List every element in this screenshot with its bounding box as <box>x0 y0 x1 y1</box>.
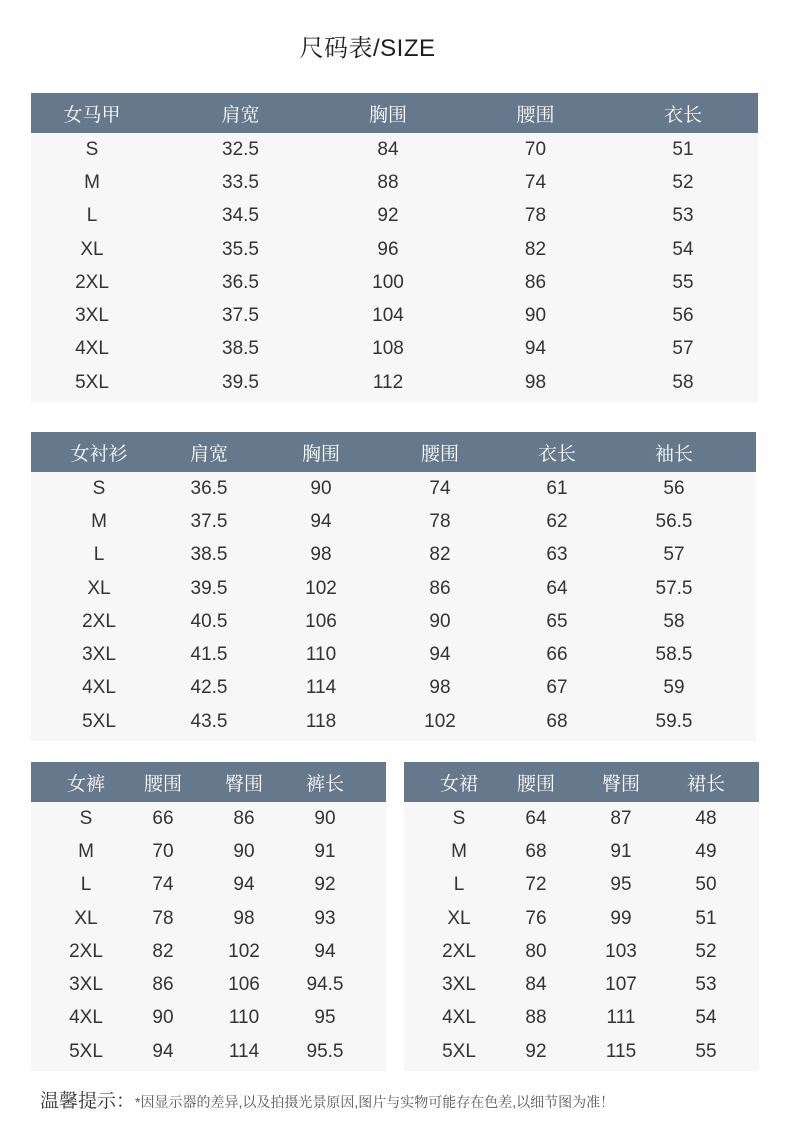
column-header: 肩宽 <box>189 443 228 465</box>
table-row <box>31 166 758 199</box>
measurement-cell: 98 <box>310 544 332 566</box>
measurement-cell: 90 <box>429 610 451 632</box>
page-title: 尺码表/SIZE <box>299 35 436 62</box>
measurement-cell: 50 <box>695 874 717 896</box>
column-header: 胸围 <box>301 443 340 465</box>
measurement-cell: 90 <box>233 840 255 862</box>
table-row <box>404 869 759 902</box>
measurement-cell: 94 <box>152 1040 174 1062</box>
table-header-row <box>31 432 756 472</box>
measurement-cell: 70 <box>152 840 174 862</box>
shirt-size-table <box>31 432 756 741</box>
measurement-cell: 40.5 <box>190 610 228 632</box>
column-header: 腰围 <box>516 773 555 795</box>
measurement-cell: 63 <box>546 544 568 566</box>
measurement-cell: 102 <box>305 577 337 599</box>
measurement-cell: 42.5 <box>190 677 228 699</box>
measurement-cell: 99 <box>610 907 632 929</box>
measurement-cell: 59 <box>663 677 685 699</box>
measurement-cell: 104 <box>372 305 404 327</box>
column-header: 肩宽 <box>221 104 260 126</box>
size-label: 5XL <box>442 1040 476 1062</box>
measurement-cell: 94 <box>314 940 336 962</box>
measurement-cell: 36.5 <box>222 271 259 293</box>
size-label: S <box>85 138 99 160</box>
measurement-cell: 53 <box>672 205 694 227</box>
measurement-cell: 54 <box>695 1007 717 1029</box>
size-label: 3XL <box>442 974 476 996</box>
table-row <box>31 539 756 572</box>
size-label: 5XL <box>75 371 109 393</box>
measurement-cell: 90 <box>152 1007 174 1029</box>
size-label: XL <box>80 238 104 260</box>
measurement-cell: 106 <box>305 610 337 632</box>
table-row <box>31 133 758 166</box>
measurement-cell: 98 <box>524 371 547 393</box>
measurement-cell: 94 <box>524 338 547 360</box>
measurement-cell: 114 <box>305 677 337 699</box>
measurement-cell: 80 <box>525 940 547 962</box>
measurement-cell: 39.5 <box>222 371 259 393</box>
size-label: S <box>79 807 93 829</box>
measurement-cell: 38.5 <box>222 338 259 360</box>
measurement-cell: 88 <box>525 1007 547 1029</box>
measurement-cell: 115 <box>605 1040 637 1062</box>
skirt-size-table <box>404 762 759 1071</box>
measurement-cell: 98 <box>429 677 451 699</box>
measurement-cell: 90 <box>314 807 336 829</box>
column-header: 女裤 <box>66 773 105 795</box>
measurement-cell: 92 <box>525 1040 547 1062</box>
size-label: L <box>453 874 465 896</box>
measurement-cell: 103 <box>605 940 637 962</box>
table-row <box>31 802 386 835</box>
measurement-cell: 70 <box>524 138 547 160</box>
table-row <box>31 505 756 538</box>
measurement-cell: 35.5 <box>222 238 259 260</box>
measurement-cell: 107 <box>605 974 637 996</box>
table-header-row <box>404 762 759 802</box>
table-row <box>404 835 759 868</box>
measurement-cell: 94.5 <box>306 974 344 996</box>
table-header-row <box>31 93 758 133</box>
measurement-cell: 56 <box>672 305 694 327</box>
column-header: 腰围 <box>420 443 459 465</box>
column-header: 腰围 <box>143 773 182 795</box>
table-row <box>31 935 386 968</box>
measurement-cell: 61 <box>546 477 568 499</box>
table-row <box>31 605 756 638</box>
measurement-cell: 95 <box>610 874 632 896</box>
table-row <box>404 802 759 835</box>
measurement-cell: 65 <box>546 610 568 632</box>
size-label: 3XL <box>82 644 116 666</box>
column-header: 臀围 <box>224 773 263 795</box>
measurement-cell: 57 <box>663 544 685 566</box>
column-header: 袖长 <box>654 443 693 465</box>
measurement-cell: 91 <box>314 840 336 862</box>
size-label: 4XL <box>442 1007 476 1029</box>
measurement-cell: 41.5 <box>190 644 228 666</box>
size-label: L <box>86 205 98 227</box>
column-header: 女衬衫 <box>70 443 128 465</box>
size-label: L <box>80 874 92 896</box>
measurement-cell: 34.5 <box>222 205 259 227</box>
measurement-cell: 84 <box>525 974 547 996</box>
column-header: 女马甲 <box>63 104 121 126</box>
measurement-cell: 86 <box>152 974 174 996</box>
measurement-cell: 118 <box>305 710 337 732</box>
table-row <box>31 705 756 738</box>
measurement-cell: 111 <box>606 1007 636 1029</box>
pants-size-table <box>31 762 386 1071</box>
measurement-cell: 39.5 <box>190 577 228 599</box>
measurement-cell: 54 <box>672 238 694 260</box>
measurement-cell: 84 <box>377 138 399 160</box>
column-header: 衣长 <box>663 104 702 126</box>
table-row <box>31 968 386 1001</box>
measurement-cell: 58 <box>672 371 694 393</box>
measurement-cell: 94 <box>233 874 255 896</box>
measurement-cell: 78 <box>429 510 451 532</box>
table-header-row <box>31 762 386 802</box>
measurement-cell: 57 <box>672 338 694 360</box>
measurement-cell: 48 <box>695 807 717 829</box>
size-label: M <box>78 840 94 862</box>
measurement-cell: 110 <box>228 1007 260 1029</box>
measurement-cell: 55 <box>695 1040 717 1062</box>
measurement-cell: 49 <box>695 840 717 862</box>
column-header: 裙长 <box>686 773 725 795</box>
size-label: M <box>91 510 107 532</box>
table-row <box>404 935 759 968</box>
measurement-cell: 52 <box>672 171 694 193</box>
measurement-cell: 95.5 <box>306 1040 344 1062</box>
table-row <box>404 902 759 935</box>
table-row <box>31 472 756 505</box>
size-label: S <box>452 807 466 829</box>
measurement-cell: 52 <box>695 940 717 962</box>
measurement-cell: 68 <box>525 840 547 862</box>
measurement-cell: 93 <box>314 907 336 929</box>
table-row <box>31 1002 386 1035</box>
vest-size-table <box>31 93 758 402</box>
measurement-cell: 58 <box>663 610 685 632</box>
measurement-cell: 86 <box>524 271 547 293</box>
column-header: 女裙 <box>439 773 478 795</box>
column-header: 胸围 <box>368 104 407 126</box>
column-header: 衣长 <box>537 443 576 465</box>
measurement-cell: 32.5 <box>222 138 259 160</box>
measurement-cell: 76 <box>525 907 547 929</box>
column-header: 裤长 <box>305 773 344 795</box>
measurement-cell: 51 <box>695 907 717 929</box>
size-label: 2XL <box>442 940 476 962</box>
size-label: S <box>92 477 106 499</box>
measurement-cell: 74 <box>152 874 174 896</box>
measurement-cell: 36.5 <box>190 477 228 499</box>
size-label: XL <box>87 577 111 599</box>
table-row <box>31 869 386 902</box>
measurement-cell: 87 <box>610 807 632 829</box>
measurement-cell: 94 <box>310 510 332 532</box>
table-row <box>31 1035 386 1068</box>
measurement-cell: 37.5 <box>222 305 259 327</box>
measurement-cell: 86 <box>233 807 255 829</box>
size-label: 4XL <box>82 677 116 699</box>
tip-label: 温馨提示： <box>40 1091 136 1112</box>
measurement-cell: 110 <box>305 644 337 666</box>
size-label: 4XL <box>75 338 109 360</box>
table-row <box>31 638 756 671</box>
measurement-cell: 72 <box>525 874 547 896</box>
table-row <box>31 902 386 935</box>
measurement-cell: 56.5 <box>655 510 693 532</box>
size-label: 5XL <box>82 710 116 732</box>
size-label: 5XL <box>69 1040 103 1062</box>
measurement-cell: 95 <box>314 1007 336 1029</box>
column-header: 腰围 <box>516 104 555 126</box>
measurement-cell: 64 <box>546 577 568 599</box>
measurement-cell: 102 <box>424 710 456 732</box>
measurement-cell: 55 <box>672 271 694 293</box>
table-row <box>31 266 758 299</box>
tip-text: *因显示器的差异,以及拍摄光景原因,图片与实物可能存在色差,以细节图为准！ <box>135 1094 615 1110</box>
table-row <box>31 672 756 705</box>
measurement-cell: 92 <box>314 874 336 896</box>
table-row <box>404 1035 759 1068</box>
size-label: 2XL <box>75 271 109 293</box>
table-row <box>404 968 759 1001</box>
column-header: 臀围 <box>601 773 640 795</box>
measurement-cell: 114 <box>228 1040 260 1062</box>
measurement-cell: 108 <box>372 338 404 360</box>
measurement-cell: 90 <box>310 477 332 499</box>
table-row <box>404 1002 759 1035</box>
size-label: XL <box>447 907 471 929</box>
measurement-cell: 74 <box>524 171 547 193</box>
table-row <box>31 299 758 332</box>
measurement-cell: 78 <box>152 907 174 929</box>
measurement-cell: 56 <box>663 477 685 499</box>
measurement-cell: 82 <box>429 544 451 566</box>
table-row <box>31 200 758 233</box>
measurement-cell: 102 <box>228 940 260 962</box>
table-row <box>31 233 758 266</box>
tip-note <box>40 1086 614 1113</box>
table-row <box>31 366 758 399</box>
measurement-cell: 94 <box>429 644 451 666</box>
measurement-cell: 74 <box>429 477 451 499</box>
measurement-cell: 43.5 <box>190 710 228 732</box>
size-label: 4XL <box>69 1007 103 1029</box>
measurement-cell: 66 <box>152 807 174 829</box>
measurement-cell: 98 <box>233 907 255 929</box>
measurement-cell: 91 <box>610 840 632 862</box>
size-label: XL <box>74 907 98 929</box>
table-row <box>31 835 386 868</box>
measurement-cell: 96 <box>377 238 399 260</box>
size-label: 2XL <box>82 610 116 632</box>
measurement-cell: 90 <box>524 305 547 327</box>
measurement-cell: 64 <box>525 807 547 829</box>
size-label: 2XL <box>69 940 103 962</box>
measurement-cell: 53 <box>695 974 717 996</box>
measurement-cell: 37.5 <box>190 510 228 532</box>
measurement-cell: 33.5 <box>222 171 259 193</box>
table-row <box>31 572 756 605</box>
size-label: 3XL <box>69 974 103 996</box>
measurement-cell: 82 <box>152 940 174 962</box>
measurement-cell: 68 <box>546 710 568 732</box>
size-label: M <box>451 840 467 862</box>
measurement-cell: 106 <box>228 974 260 996</box>
measurement-cell: 86 <box>429 577 451 599</box>
measurement-cell: 92 <box>377 205 399 227</box>
measurement-cell: 38.5 <box>190 544 228 566</box>
measurement-cell: 78 <box>524 205 547 227</box>
measurement-cell: 112 <box>372 371 404 393</box>
measurement-cell: 62 <box>546 510 568 532</box>
measurement-cell: 59.5 <box>655 710 693 732</box>
table-row <box>31 333 758 366</box>
size-label: M <box>84 171 100 193</box>
measurement-cell: 100 <box>372 271 404 293</box>
measurement-cell: 67 <box>546 677 568 699</box>
measurement-cell: 51 <box>672 138 694 160</box>
size-label: L <box>93 544 105 566</box>
measurement-cell: 57.5 <box>655 577 693 599</box>
measurement-cell: 88 <box>377 171 399 193</box>
measurement-cell: 58.5 <box>655 644 693 666</box>
measurement-cell: 66 <box>546 644 568 666</box>
measurement-cell: 82 <box>524 238 547 260</box>
size-label: 3XL <box>75 305 109 327</box>
